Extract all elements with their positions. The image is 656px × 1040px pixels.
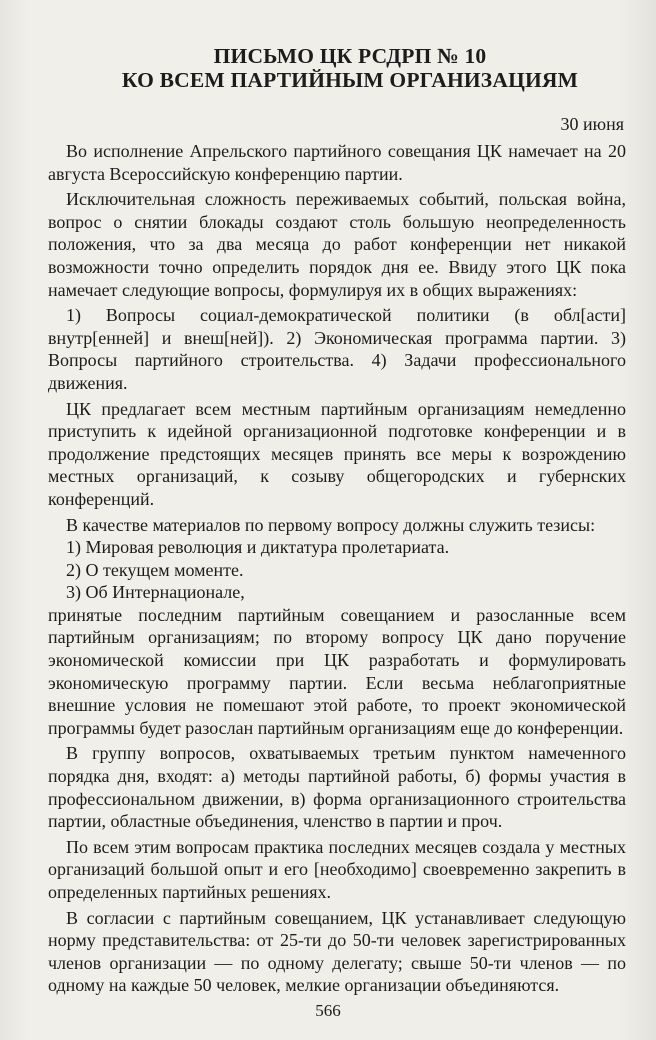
letter-title [40,44,656,92]
paragraph: 1) Вопросы социал-демократической политики (в обл[асти] внутр[енней] и внеш[ней]). 2) Экономическая программа партии. 3) Вопросы партийного строительства. 4) Задачи профессионального движения. [48,305,626,393]
list-item: 3) Об Интернационале, [66,582,245,603]
paragraph: В согласии с партийным совещанием, ЦК устанавливает следующую норму представительства: от 25-ти до 50-ти человек зарегистрированных членов организации — по одному делегату; свыше 50-ти членов — по одному на каждые 50 человек, мелкие организации объединяются. [48,907,626,996]
letter-body [48,140,626,997]
paragraph: По всем этим вопросам практика последних месяцев создала у местных организаций большой опыт и его [необходимо] своевременно закрепить в определенных партийных решениях. [48,836,626,902]
paragraph: Во исполнение Апрельского партийного совещания ЦК намечает на 20 августа Всероссийскую конференцию партии. [48,141,626,184]
page-number: 566 [315,1001,341,1020]
paragraph: ЦК предлагает всем местным партийным организациям немедленно приступить к идейной организационной подготовке конференции и в продолжение предстоящих месяцев принять все меры к возрождению местных организаций, к созыву общегородских и губернских конференций. [48,398,626,509]
paragraph: Исключительная сложность переживаемых событий, польская война, вопрос о снятии блокады создают столь большую неопределенность положения, что за два месяца до работ конференции нет никакой возможности точно определить порядок дня ее. Ввиду этого ЦК пока намечает следующие вопросы, формулируя их в общих выражениях: [48,189,626,300]
paragraph: В качестве материалов по первому вопросу должны служить тезисы: [66,514,596,535]
title-line-1: ПИСЬМО ЦК РСДРП № 10 [213,44,487,68]
list-item: 1) Мировая революция и диктатура пролетариата. [66,537,450,558]
paragraph: принятые последним партийным совещанием и разосланные всем партийным организациям; по второму вопросу ЦК дано поручение экономической комиссии при ЦК разработать и формулировать экономическую программу партии. Если весьма неблагоприятные внешние условия не помешают этой работе, то проект экономической программы будет разослан партийным организациям еще до конференции. [48,604,626,738]
list-item: 2) О текущем моменте. [66,559,244,580]
title-line-2: КО ВСЕМ ПАРТИЙНЫМ ОРГАНИЗАЦИЯМ [121,68,579,92]
paragraph: В группу вопросов, охватываемых третьим пунктом намеченного порядка дня, входят: а) методы партийной работы, б) формы участия в профессиональном движении, в) форма организационного строительства партии, областные объединения, членство в партии и проч. [48,743,626,832]
letter-date: 30 июня [560,114,624,134]
